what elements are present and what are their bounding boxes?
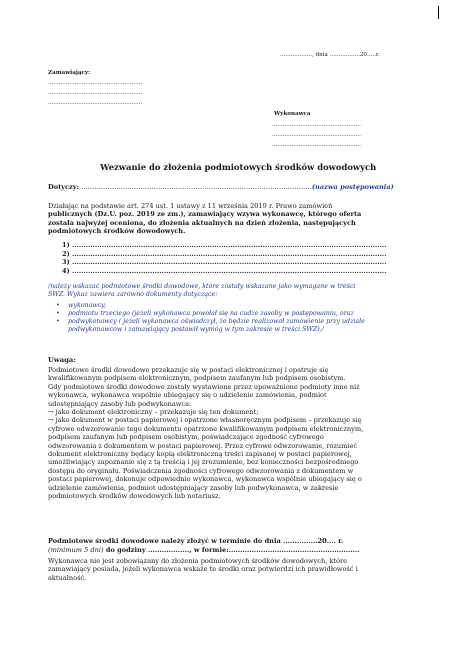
subject-dots: …………………………………………………………………………………………… — [81, 183, 312, 191]
deadline-line: Podmiotowe środki dowodowe należy złożyć w terminie do dnia ...............20.... r. — [48, 537, 344, 545]
bullet-item: • podmiotu trzeciego (jeżeli wykonawca powołał się na cudze zasoby w postępowaniu, oraz — [54, 310, 409, 318]
deadline-line-2 — [48, 546, 360, 554]
note-line: podpisem zaufanym lub podpisem osobistym, poświadczające zgodność cyfrowego — [48, 433, 324, 442]
note-line: udostępniający zasoby lub podwykonawca: — [48, 399, 192, 408]
final-paragraph — [48, 557, 406, 582]
instruction-line: /należy wskazać podmiotowe środki dowodowe, które zostały wskazane jako wymagane w treści — [48, 283, 356, 290]
numbered-item: 3) ......................................................................................................................................... — [62, 258, 387, 267]
note-line: → jako dokument elektroniczny – przekazuje się ten dokument; — [48, 408, 259, 417]
numbered-item: 2) ......................................................................................................................................... — [62, 249, 387, 258]
instruction-note — [48, 283, 406, 299]
subject-line — [48, 183, 394, 191]
final-line: aktualność. — [48, 573, 87, 582]
bullet-item: • podwykonawcy ( jeżeli wykonawca oświadczył, że będzie realizował zamówienie przy udziale — [54, 318, 409, 326]
subject-label: Dotyczy: — [48, 183, 80, 191]
note-line: cyfrowe odwzorowanie tego dokumentu opatrzone kwalifikowanym podpisem elektronicznym, — [48, 424, 364, 433]
intro-line: publicznych (Dz.U. poz. 2019 ze zm.), zamawiający wzywa wykonawcę, którego oferta — [48, 210, 362, 219]
instruction-line: SWZ. Wykaz zawiera zarówno dokumenty dotyczące: — [48, 291, 218, 299]
deadline-time-form: do godziny .................., w formie:......................................................... — [103, 546, 360, 554]
note-line: podmiotowych środków dowodowych lub notariusz. — [48, 492, 221, 501]
bullet-item: • wykonawcy, — [54, 302, 409, 310]
ordering-party-line: ..................................................... — [48, 90, 143, 96]
numbered-list — [48, 241, 403, 275]
instruction-bullets — [54, 302, 409, 334]
note-label: Uwaga: — [48, 356, 76, 364]
note-paragraph — [48, 366, 406, 501]
note-line: kwalifikowanym podpisem elektronicznym, podpisem zaufanym lub podpisem osobistym. — [48, 374, 346, 383]
note-line: Gdy podmiotowe środki dowodowe zostały wystawione przez upoważnione podmioty inne niż — [48, 382, 360, 391]
intro-line: Działając na podstawie art. 274 ust. 1 ustawy z 11 września 2019 r. Prawo zamówień — [48, 202, 333, 210]
note-line: umożliwiający zapoznanie się z tą treścią i jej zrozumienie, bez konieczności bezpośredniego — [48, 458, 359, 467]
contractor-label: Wykonawca — [274, 111, 311, 117]
note-line: postaci papierowej, dokonuje odpowiednio wykonawca, wykonawca wspólnie ubiegający się o — [48, 475, 362, 484]
note-line: → jako dokument w postaci papierowej i opatrzone własnoręcznym podpisem – przekazuje się — [48, 416, 362, 425]
intro-line: została najwyżej oceniona, do złożenia aktualnych na dzień złożenia, następujących — [48, 218, 356, 227]
note-line: dokument elektroniczny będący kopią elektroniczną treści zapisanej w postaci papierowej, — [48, 450, 352, 459]
ordering-party-label: Zamawiający: — [48, 70, 91, 76]
deadline-minimum: (minimum 5 dni) — [48, 546, 104, 554]
final-line: Wykonawca nie jest zobowiązany do złożenia podmiotowych środków dowodowych, które — [48, 557, 348, 565]
text-cursor — [438, 6, 439, 19]
note-line: Podmiotowe środki dowodowe przekazuje się w postaci elektronicznej i opatruje się — [48, 366, 329, 374]
intro-paragraph — [48, 202, 406, 236]
numbered-item: 4) ......................................................................................................................................... — [62, 266, 387, 275]
bullet-continuation: podwykonawców i zamawiający postawił wymóg w tym zakresie w treści SWZ)./ — [68, 326, 324, 333]
ordering-party-line: ..................................................... — [48, 80, 143, 86]
note-line: odwzorowania z dokumentem w postaci papierowej. Przez cyfrowe odwzorowanie, rozumieć — [48, 441, 358, 450]
intro-line: podmiotowych środków dowodowych. — [48, 227, 186, 236]
subject-placeholder: (nazwa postępowania) — [311, 183, 394, 191]
date-line: .................., dnia .................20.....r. — [280, 52, 380, 58]
contractor-line: .................................................. — [272, 132, 361, 138]
document-title: Wezwanie do złożenia podmiotowych środków dowodowych — [100, 162, 377, 172]
contractor-line: .................................................. — [272, 142, 361, 148]
note-line: udzielenie zamówienia, podmiot udostępniający zasoby lub podwykonawca, w zakresie — [48, 483, 339, 492]
ordering-party-line: ..................................................... — [48, 100, 143, 106]
note-line: wykonawca, wykonawca wspólnie ubiegający się o udzielenie zamówienia, podmiot — [48, 391, 327, 400]
note-line: dostępu do oryginału. Poświadczenia zgodności cyfrowego odwzorowania z dokumentem w — [48, 466, 354, 475]
final-line: zamawiający posiada, jeżeli wykonawca wskaże te środki oraz potwierdzi ich prawidłowość i — [48, 565, 358, 574]
contractor-line: .................................................. — [272, 122, 361, 128]
numbered-item: 1) ......................................................................................................................................... — [62, 241, 387, 249]
